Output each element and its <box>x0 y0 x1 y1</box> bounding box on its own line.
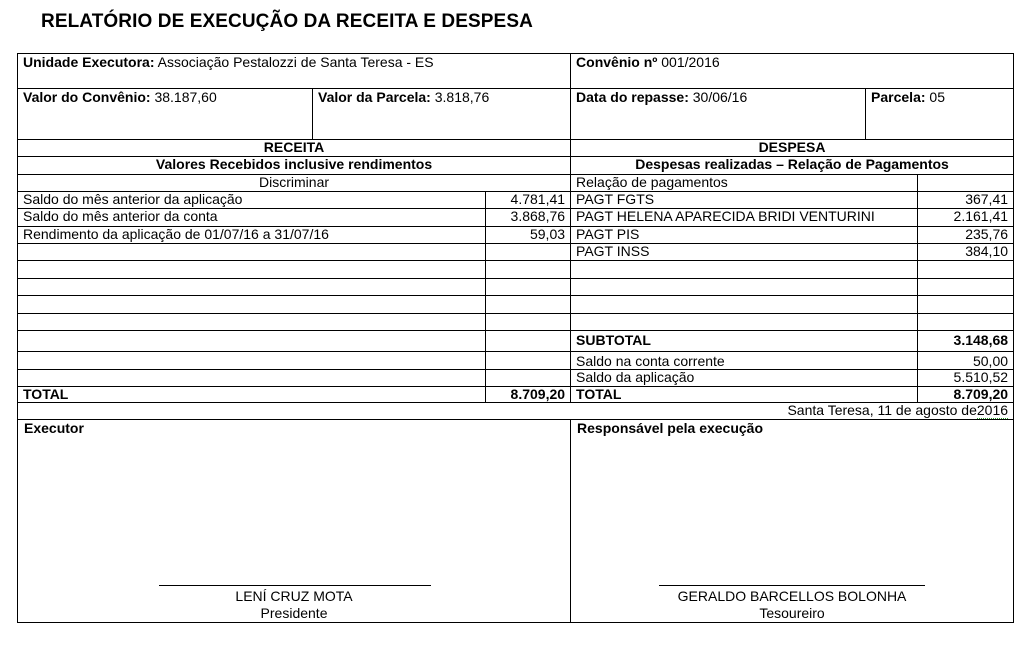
data-repasse-label: Data do repasse: <box>576 89 689 105</box>
date-row <box>18 403 1014 420</box>
responsavel-name: GERALDO BARCELLOS BOLONHA <box>677 588 907 604</box>
parcela-cell <box>866 89 1014 140</box>
responsavel-signature-cell <box>571 420 1014 623</box>
despesa-row-label: PAGT PIS <box>571 227 918 244</box>
valor-convenio-value: 38.187,60 <box>154 89 217 105</box>
column-label-row <box>18 175 1014 192</box>
saldo-aplicacao-label: Saldo da aplicação <box>571 370 918 387</box>
table-row <box>18 192 1014 209</box>
data-repasse-value: 30/06/16 <box>692 89 748 105</box>
responsavel-signature-line <box>659 585 925 586</box>
despesa-row-label: PAGT HELENA APARECIDA BRIDI VENTURINI <box>571 209 918 227</box>
despesa-value-header <box>918 175 1014 192</box>
receita-subheading: Valores Recebidos inclusive rendimentos <box>18 157 571 175</box>
despesa-column-label: Relação de pagamentos <box>571 175 918 192</box>
date-year: 2016 <box>976 402 1009 418</box>
valor-parcela-cell <box>313 89 571 140</box>
receita-column-label: Discriminar <box>18 175 571 192</box>
table-row <box>18 227 1014 244</box>
despesa-row-value: 367,41 <box>918 192 1014 209</box>
parcela-label: Parcela: <box>871 89 926 105</box>
saldo-corrente-value: 50,00 <box>918 352 1014 370</box>
section-subheading-row <box>18 157 1014 175</box>
executor-role: Presidente <box>260 605 328 621</box>
empty-row <box>18 296 1014 314</box>
subtotal-label: SUBTOTAL <box>571 331 918 352</box>
receita-row-label: Rendimento da aplicação de 01/07/16 a 31/07/16 <box>18 227 486 244</box>
saldo-aplicacao-row <box>18 370 1014 387</box>
valor-convenio-label: Valor do Convênio: <box>23 89 151 105</box>
convenio-label: Convênio nº <box>576 54 658 70</box>
empty-row <box>18 261 1014 279</box>
report-title: RELATÓRIO DE EXECUÇÃO DA RECEITA E DESPESA <box>41 11 533 32</box>
despesa-subheading: Despesas realizadas – Relação de Pagamentos <box>571 157 1014 175</box>
subtotal-row <box>18 331 1014 352</box>
despesa-row-value: 2.161,41 <box>918 209 1014 227</box>
responsavel-role: Tesoureiro <box>759 605 825 621</box>
receita-row-value: 4.781,41 <box>486 192 571 209</box>
despesa-total-value: 8.709,20 <box>918 387 1014 403</box>
convenio-value: 001/2016 <box>661 54 720 70</box>
despesa-total-label: TOTAL <box>571 387 918 403</box>
table-row <box>18 209 1014 227</box>
section-heading-row <box>18 140 1014 157</box>
responsavel-label: Responsável pela execução <box>577 420 764 436</box>
unidade-executora-label: Unidade Executora: <box>23 54 155 70</box>
executor-signature-line <box>159 585 431 586</box>
unidade-executora-value: Associação Pestalozzi de Santa Teresa - ES <box>157 54 434 70</box>
empty-row <box>18 314 1014 331</box>
executor-signature-cell <box>18 420 571 623</box>
parcela-value: 05 <box>929 89 945 105</box>
despesa-row-label: PAGT INSS <box>571 244 918 261</box>
receita-total-label: TOTAL <box>18 387 486 403</box>
empty-row <box>18 279 1014 296</box>
data-repasse-cell <box>571 89 866 140</box>
receita-row-label: Saldo do mês anterior da conta <box>18 209 486 227</box>
header-row-2 <box>18 89 1014 140</box>
executor-name: LENÍ CRUZ MOTA <box>235 588 353 604</box>
despesa-row-label: PAGT FGTS <box>571 192 918 209</box>
receita-row-value: 59,03 <box>486 227 571 244</box>
despesa-row-value: 235,76 <box>918 227 1014 244</box>
header-row-1 <box>18 54 1014 89</box>
subtotal-value: 3.148,68 <box>918 331 1014 352</box>
report-table <box>17 53 1014 623</box>
receita-total-value: 8.709,20 <box>486 387 571 403</box>
unidade-executora-cell <box>18 54 571 89</box>
convenio-cell <box>571 54 1014 89</box>
date-place-cell <box>18 403 1014 420</box>
despesa-row-value: 384,10 <box>918 244 1014 261</box>
saldo-corrente-label: Saldo na conta corrente <box>571 352 918 370</box>
table-row <box>18 244 1014 261</box>
date-place: Santa Teresa, 11 de agosto de <box>787 402 977 418</box>
signature-row <box>18 420 1014 623</box>
receita-heading: RECEITA <box>18 140 571 157</box>
valor-parcela-label: Valor da Parcela: <box>318 89 431 105</box>
despesa-heading: DESPESA <box>571 140 1014 157</box>
saldo-aplicacao-value: 5.510,52 <box>918 370 1014 387</box>
receita-row-value: 3.868,76 <box>486 209 571 227</box>
total-row <box>18 387 1014 403</box>
saldo-corrente-row <box>18 352 1014 370</box>
receita-row-label: Saldo do mês anterior da aplicação <box>18 192 486 209</box>
valor-convenio-cell <box>18 89 313 140</box>
executor-label: Executor <box>24 420 84 436</box>
valor-parcela-value: 3.818,76 <box>434 89 490 105</box>
